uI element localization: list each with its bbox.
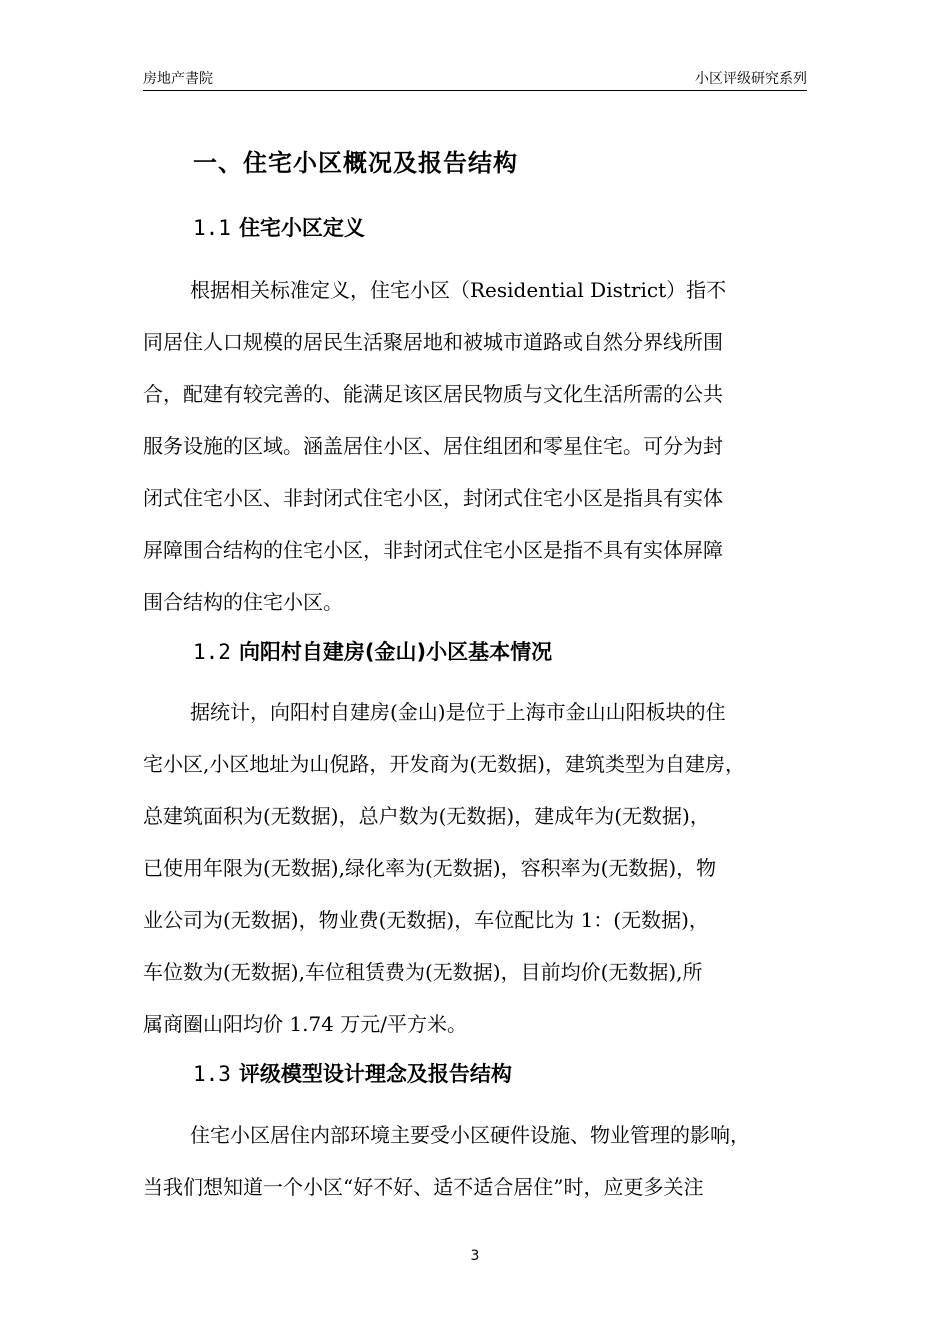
text-line: 当我们想知道一个小区“好不好、适不适合居住”时，应更多关注 — [143, 1175, 704, 1199]
section-heading-1-2 — [193, 636, 552, 666]
section-heading-1-3 — [193, 1058, 512, 1088]
page-number: 3 — [470, 1248, 480, 1264]
text-line: 屏障围合结构的住宅小区，非封闭式住宅小区是指不具有实体屏障 — [143, 538, 723, 562]
section-title: 评级模型设计理念及报告结构 — [238, 1062, 512, 1086]
section-title: 住宅小区定义 — [238, 216, 365, 240]
header-left-text: 房地产書院 — [143, 71, 213, 87]
section-number: 1.1 — [193, 216, 231, 240]
paragraph-1-3 — [143, 1121, 808, 1225]
paragraph-1-1 — [143, 276, 808, 640]
text-line: 已使用年限为(无数据),绿化率为(无数据)，容积率为(无数据)，物 — [143, 856, 717, 880]
text-line: 总建筑面积为(无数据)，总户数为(无数据)，建成年为(无数据)， — [143, 804, 710, 828]
text-line: 属商圈山阳均价 1.74 万元/平方米。 — [143, 1012, 467, 1036]
section-number: 1.3 — [193, 1062, 231, 1086]
page-header — [143, 62, 807, 91]
paragraph-1-2 — [143, 698, 808, 1062]
header-right-text: 小区评级研究系列 — [695, 71, 807, 87]
text-line: 合，配建有较完善的、能满足该区居民物质与文化生活所需的公共 — [143, 382, 723, 406]
text-line: 服务设施的区域。涵盖居住小区、居住组团和零星住宅。可分为封 — [143, 434, 723, 458]
section-heading-1-1 — [193, 212, 365, 242]
text-line: 车位数为(无数据),车位租赁费为(无数据)，目前均价(无数据),所 — [143, 960, 703, 984]
text-line: 围合结构的住宅小区。 — [143, 590, 343, 614]
text-line: 宅小区,小区地址为山倪路，开发商为(无数据)，建筑类型为自建房， — [143, 752, 745, 776]
section-number: 1.2 — [193, 640, 231, 664]
text-line: 住宅小区居住内部环境主要受小区硬件设施、物业管理的影响， — [190, 1123, 750, 1147]
text-line: 同居住人口规模的居民生活聚居地和被城市道路或自然分界线所围 — [143, 330, 723, 354]
chapter-title: 一、住宅小区概况及报告结构 — [193, 149, 518, 177]
section-title: 向阳村自建房(金山)小区基本情况 — [238, 640, 553, 664]
text-line: 据统计，向阳村自建房(金山)是位于上海市金山山阳板块的住 — [190, 700, 726, 724]
text-line: 业公司为(无数据)，物业费(无数据)，车位配比为 1：(无数据)， — [143, 908, 709, 932]
text-line: 闭式住宅小区、非封闭式住宅小区，封闭式住宅小区是指具有实体 — [143, 486, 723, 510]
text-line: 根据相关标准定义，住宅小区（Residential District）指不 — [190, 278, 727, 302]
